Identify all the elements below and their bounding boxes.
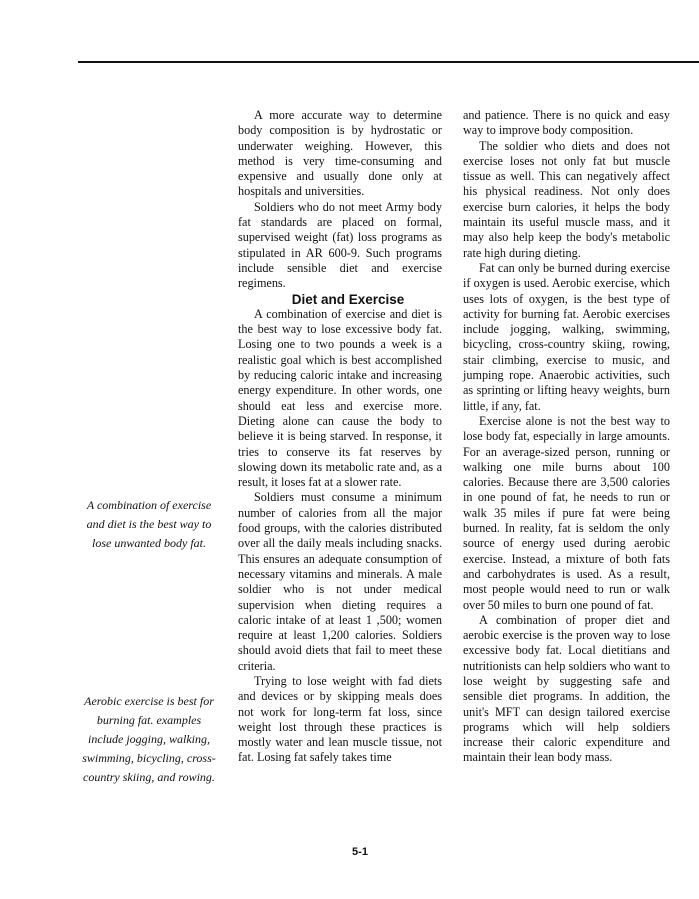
paragraph: Exercise alone is not the best way to lose body fat, especially in large amounts. For an average-sized person, running or walking one mile burns about 100 calories. Because there are 3,500 calories in one pound of fat, he needs to run or walk 35 miles if pure fat were being burned. In reality, fat is seldom the only source of energy used during aerobic exercise. Instead, a mixture of both fats and carbohydrates is used. As a result, most people would need to run or walk over 50 miles to burn one pound of fat. (463, 413, 670, 612)
margin-note-diet: A combination of exercise and diet is the best way to lose unwanted body fat. (86, 498, 212, 550)
paragraph: Soldiers who do not meet Army body fat standards are placed on formal, supervised weight (fat) loss programs as stipulated in AR 600-9. Such programs include sensible diet and exercise regimens. (238, 199, 442, 291)
section-heading: Diet and Exercise (291, 291, 405, 307)
paragraph: A more accurate way to determine body composition is by hydrostatic or underwater weighing. However, this method is very time-consuming and expensive and usually done only at hospitals and universities. (238, 108, 442, 199)
paragraph: Soldiers must consume a minimum number of calories from all the major food groups, with the calories distributed over all the daily meals including snacks. This ensures an adequate consumption of necessary vitamins and minerals. A male soldier who is not under medical supervision when dieting requires a caloric intake of at least 1 ,500; women require at least 1,200 calories. Soldiers should avoid diets that fail to meet these criteria. (238, 490, 442, 673)
middle-column (238, 108, 442, 766)
paragraph-continuation: and patience. There is no quick and easy way to improve body composition. (463, 108, 670, 138)
margin-note-aerobic: Aerobic exercise is best for burning fat. examples include jogging, walking, swimming, bicycling, cross-country skiing, and rowing. (82, 694, 216, 784)
paragraph: Trying to lose weight with fad diets and devices or by skipping meals does not work for long-term fat loss, since weight lost through these practices is mostly water and lean muscle tissue, not fat. Losing fat safely takes time (238, 673, 442, 765)
page-number: 5-1 (352, 846, 368, 858)
paragraph: A combination of proper diet and aerobic exercise is the proven way to lose excessive body fat. Local dietitians and nutritionists can help soldiers who want to lose weight by suggesting safe and sensible diet programs. In addition, the unit's MFT can design tailored exercise programs which will help soldiers increase their caloric expenditure and maintain their lean body mass. (463, 612, 670, 765)
right-column (463, 108, 670, 766)
paragraph: A combination of exercise and diet is the best way to lose excessive body fat. Losing one to two pounds a week is a realistic goal which is best accomplished by reducing caloric intake and increasing energy expenditure. In other words, one should eat less and exercise more. Dieting alone can cause the body to believe it is being starved. In response, it tries to conserve its fat reserves by slowing down its metabolic rate and, as a result, it loses fat at a slower rate. (238, 306, 442, 490)
header-rule (78, 61, 699, 63)
paragraph: The soldier who diets and does not exercise loses not only fat but muscle tissue as well. This can negatively affect his physical readiness. Not only does exercise burn calories, it helps the body maintain its useful muscle mass, and it may also help keep the body's metabolic rate high during dieting. (463, 138, 670, 260)
paragraph: Fat can only be burned during exercise if oxygen is used. Aerobic exercise, which uses lots of oxygen, is the best type of activity for burning fat. Aerobic exercises include jogging, walking, swimming, bicycling, cross-country skiing, rowing, stair climbing, exercise to music, and jumping rope. Anaerobic activities, such as sprinting or lifting heavy weights, burn little, if any, fat. (463, 260, 670, 413)
